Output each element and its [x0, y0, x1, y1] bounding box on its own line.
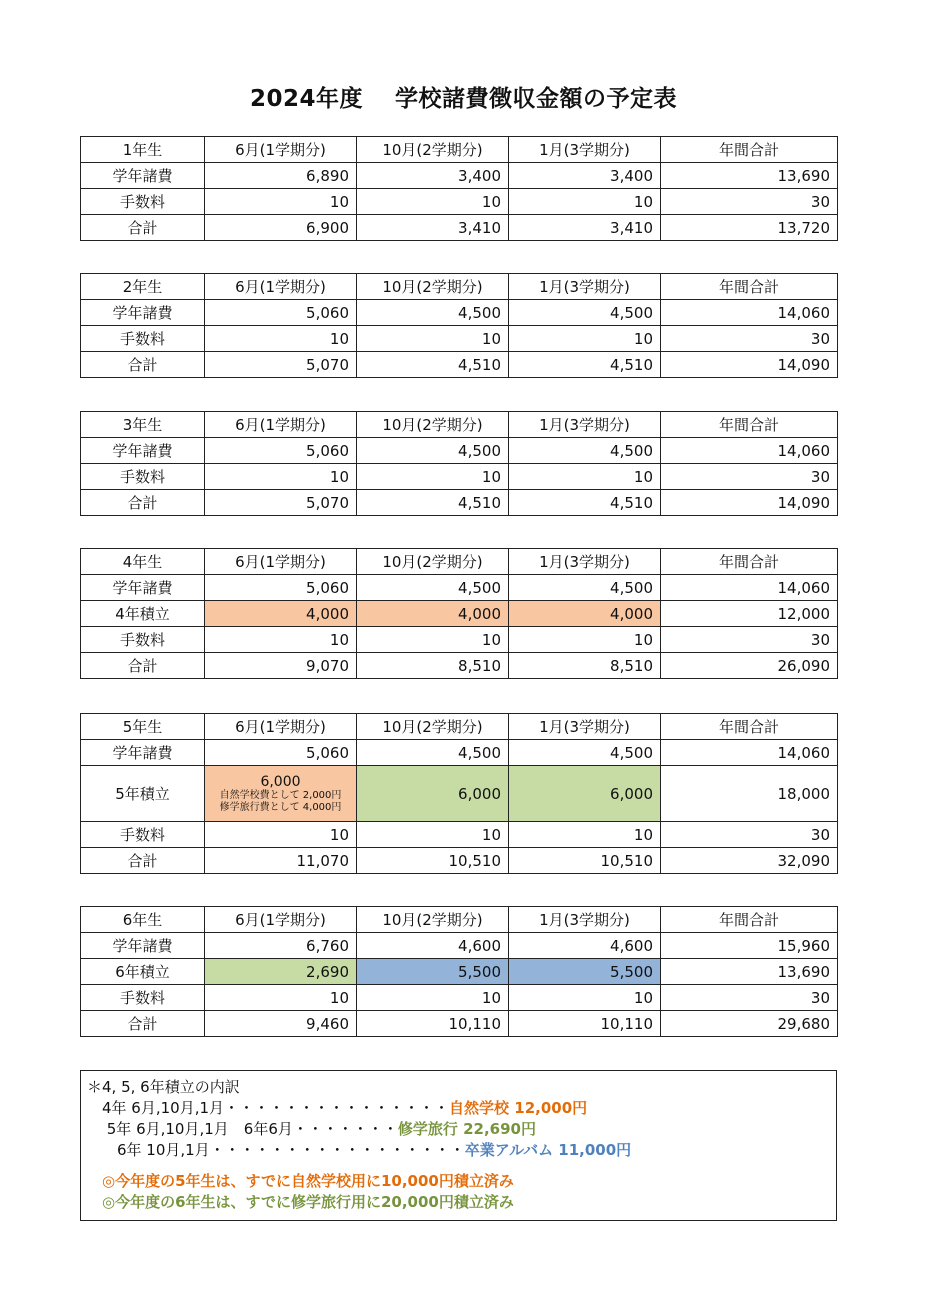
column-header: 年間合計 [661, 137, 838, 163]
row-label: 合計 [81, 215, 205, 241]
value-cell: 4,500 [357, 740, 509, 766]
value-cell: 4,510 [357, 490, 509, 516]
value-cell: 10 [357, 627, 509, 653]
row-label: 6年積立 [81, 959, 205, 985]
value-cell: 4,000 [357, 601, 509, 627]
row-label: 手数料 [81, 326, 205, 352]
table-row [81, 300, 838, 326]
column-header: 1月(3学期分) [509, 274, 661, 300]
column-header: 年間合計 [661, 412, 838, 438]
row-label: 合計 [81, 490, 205, 516]
value-cell: 10,110 [509, 1011, 661, 1037]
value-cell: 6,890 [205, 163, 357, 189]
value-cell: 10 [357, 189, 509, 215]
value-cell: 29,680 [661, 1011, 838, 1037]
grade-table-6 [80, 906, 838, 1037]
table-row [81, 653, 838, 679]
grade-label: 3年生 [81, 412, 205, 438]
value-cell: 30 [661, 464, 838, 490]
value-cell: 14,060 [661, 438, 838, 464]
column-header: 6月(1学期分) [205, 907, 357, 933]
grade-label: 5年生 [81, 714, 205, 740]
value-cell: 8,510 [357, 653, 509, 679]
value-note: 自然学校費として 2,000円 [219, 790, 342, 802]
column-header: 10月(2学期分) [357, 549, 509, 575]
value-cell: 4,510 [509, 490, 661, 516]
row-label: 合計 [81, 1011, 205, 1037]
value-cell: 10 [205, 822, 357, 848]
table-header-row [81, 274, 838, 300]
table-header-row [81, 412, 838, 438]
table-row [81, 215, 838, 241]
column-header: 6月(1学期分) [205, 412, 357, 438]
value-cell: 5,070 [205, 352, 357, 378]
notes-line-6th [87, 1140, 836, 1161]
value-cell: 14,060 [661, 740, 838, 766]
value-cell: 3,400 [509, 163, 661, 189]
grade-label: 1年生 [81, 137, 205, 163]
value-cell: 10 [205, 189, 357, 215]
value-cell: 10 [205, 627, 357, 653]
row-label: 学年諸費 [81, 163, 205, 189]
column-header: 10月(2学期分) [357, 412, 509, 438]
row-label: 学年諸費 [81, 300, 205, 326]
value-cell: 10 [205, 326, 357, 352]
value-cell: 5,060 [205, 438, 357, 464]
column-header: 1月(3学期分) [509, 907, 661, 933]
value-cell: 5,500 [509, 959, 661, 985]
table-row [81, 1011, 838, 1037]
notes-heading: ＊4, 5, 6年積立の内訳 [87, 1078, 240, 1096]
column-header: 年間合計 [661, 907, 838, 933]
table-row [81, 163, 838, 189]
notes-line-prefix: 5年 6月,10月,1月 6年6月・・・・・・・ [87, 1120, 398, 1138]
row-label: 合計 [81, 653, 205, 679]
table-header-row [81, 907, 838, 933]
table-row [81, 575, 838, 601]
table-row [81, 490, 838, 516]
value-cell: 4,000 [205, 601, 357, 627]
value-cell: 10 [509, 189, 661, 215]
row-label: 学年諸費 [81, 438, 205, 464]
row-label: 合計 [81, 848, 205, 874]
value-cell: 5,060 [205, 740, 357, 766]
value-cell: 4,500 [509, 575, 661, 601]
column-header: 10月(2学期分) [357, 274, 509, 300]
value-cell: 5,060 [205, 300, 357, 326]
value-cell: 10 [357, 822, 509, 848]
notes-line-4th [87, 1098, 836, 1119]
column-header: 1月(3学期分) [509, 412, 661, 438]
row-label: 手数料 [81, 822, 205, 848]
notes-box [80, 1070, 837, 1221]
value-cell: 18,000 [661, 766, 838, 822]
column-header: 1月(3学期分) [509, 137, 661, 163]
table-header-row [81, 714, 838, 740]
table-row [81, 766, 838, 822]
column-header: 年間合計 [661, 549, 838, 575]
value-cell: 3,410 [357, 215, 509, 241]
column-header: 10月(2学期分) [357, 714, 509, 740]
row-label: 手数料 [81, 464, 205, 490]
row-label: 学年諸費 [81, 740, 205, 766]
notes-line-item: 修学旅行 22,690円 [397, 1120, 536, 1138]
column-header: 6月(1学期分) [205, 274, 357, 300]
value-cell: 10,510 [509, 848, 661, 874]
column-header: 6月(1学期分) [205, 714, 357, 740]
table-header-row [81, 549, 838, 575]
value-cell: 10 [509, 464, 661, 490]
column-header: 6月(1学期分) [205, 137, 357, 163]
table-header-row [81, 137, 838, 163]
value-cell: 10 [357, 326, 509, 352]
table-row [81, 933, 838, 959]
value-cell: 3,410 [509, 215, 661, 241]
value-cell: 14,090 [661, 352, 838, 378]
value-cell: 4,500 [509, 300, 661, 326]
table-row [81, 959, 838, 985]
value-cell: 10,110 [357, 1011, 509, 1037]
row-label: 手数料 [81, 627, 205, 653]
value-cell: 10,510 [357, 848, 509, 874]
value-cell: 10 [205, 464, 357, 490]
notes-remark-6th: ◎今年度の6年生は、すでに修学旅行用に20,000円積立済み [87, 1193, 514, 1211]
value-cell: 15,960 [661, 933, 838, 959]
value-cell: 30 [661, 189, 838, 215]
value-cell: 10 [357, 464, 509, 490]
table-row [81, 464, 838, 490]
table-row [81, 740, 838, 766]
value-cell: 4,000 [509, 601, 661, 627]
value-cell: 6,000 [357, 766, 509, 822]
notes-line-item: 卒業アルバム 11,000円 [464, 1141, 632, 1159]
value-cell: 30 [661, 326, 838, 352]
notes-line-5th [87, 1119, 836, 1140]
value-cell: 4,500 [357, 300, 509, 326]
value-cell: 2,690 [205, 959, 357, 985]
grade-table-3 [80, 411, 838, 516]
grade-table-5 [80, 713, 838, 874]
table-row [81, 189, 838, 215]
column-header: 10月(2学期分) [357, 137, 509, 163]
value-cell: 14,060 [661, 300, 838, 326]
value-cell: 10 [509, 985, 661, 1011]
value-note: 修学旅行費として 4,000円 [219, 801, 342, 813]
value-cell: 6,900 [205, 215, 357, 241]
notes-line-item: 自然学校 12,000円 [449, 1099, 588, 1117]
notes-line-prefix: 4年 6月,10月,1月・・・・・・・・・・・・・・・ [87, 1099, 450, 1117]
value-cell: 32,090 [661, 848, 838, 874]
table-row [81, 848, 838, 874]
value-main: 6,000 [260, 773, 301, 790]
value-cell: 6,000 [509, 766, 661, 822]
value-cell: 13,720 [661, 215, 838, 241]
value-cell: 10 [357, 985, 509, 1011]
value-cell: 13,690 [661, 163, 838, 189]
value-cell: 13,690 [661, 959, 838, 985]
notes-line-prefix: 6年 10月,1月・・・・・・・・・・・・・・・・・ [87, 1141, 465, 1159]
value-cell: 4,500 [357, 438, 509, 464]
column-header: 1月(3学期分) [509, 714, 661, 740]
value-cell: 4,600 [509, 933, 661, 959]
value-cell: 8,510 [509, 653, 661, 679]
value-cell: 9,070 [205, 653, 357, 679]
grade-table-4 [80, 548, 838, 679]
value-cell: 30 [661, 985, 838, 1011]
value-cell: 14,060 [661, 575, 838, 601]
row-label: 4年積立 [81, 601, 205, 627]
page-title: 2024年度 学校諸費徴収金額の予定表 [249, 86, 678, 112]
row-label: 学年諸費 [81, 933, 205, 959]
column-header: 年間合計 [661, 274, 838, 300]
row-label: 手数料 [81, 985, 205, 1011]
grade-label: 2年生 [81, 274, 205, 300]
table-row [81, 627, 838, 653]
column-header: 10月(2学期分) [357, 907, 509, 933]
value-cell: 6,760 [205, 933, 357, 959]
value-cell: 12,000 [661, 601, 838, 627]
column-header: 1月(3学期分) [509, 549, 661, 575]
value-cell: 9,460 [205, 1011, 357, 1037]
value-cell: 5,060 [205, 575, 357, 601]
value-cell: 10 [509, 627, 661, 653]
table-row [81, 601, 838, 627]
notes-remark-5th: ◎今年度の5年生は、すでに自然学校用に10,000円積立済み [87, 1172, 514, 1190]
value-cell: 4,500 [509, 740, 661, 766]
value-cell: 10 [509, 822, 661, 848]
value-cell: 4,510 [509, 352, 661, 378]
table-row [81, 326, 838, 352]
value-cell: 4,600 [357, 933, 509, 959]
grade-table-1 [80, 136, 838, 241]
value-cell: 30 [661, 627, 838, 653]
column-header: 6月(1学期分) [205, 549, 357, 575]
value-cell: 4,500 [357, 575, 509, 601]
column-header: 年間合計 [661, 714, 838, 740]
grade-label: 4年生 [81, 549, 205, 575]
row-label: 5年積立 [81, 766, 205, 822]
value-cell: 3,400 [357, 163, 509, 189]
value-cell: 11,070 [205, 848, 357, 874]
table-row [81, 352, 838, 378]
table-row [81, 985, 838, 1011]
grade-label: 6年生 [81, 907, 205, 933]
table-row [81, 438, 838, 464]
value-cell: 4,510 [357, 352, 509, 378]
value-cell [205, 766, 357, 822]
value-cell: 10 [509, 326, 661, 352]
value-cell: 14,090 [661, 490, 838, 516]
value-cell: 26,090 [661, 653, 838, 679]
table-row [81, 822, 838, 848]
value-cell: 30 [661, 822, 838, 848]
row-label: 手数料 [81, 189, 205, 215]
value-cell: 5,500 [357, 959, 509, 985]
row-label: 合計 [81, 352, 205, 378]
value-cell: 5,070 [205, 490, 357, 516]
value-cell: 4,500 [509, 438, 661, 464]
grade-table-2 [80, 273, 838, 378]
row-label: 学年諸費 [81, 575, 205, 601]
value-cell: 10 [205, 985, 357, 1011]
